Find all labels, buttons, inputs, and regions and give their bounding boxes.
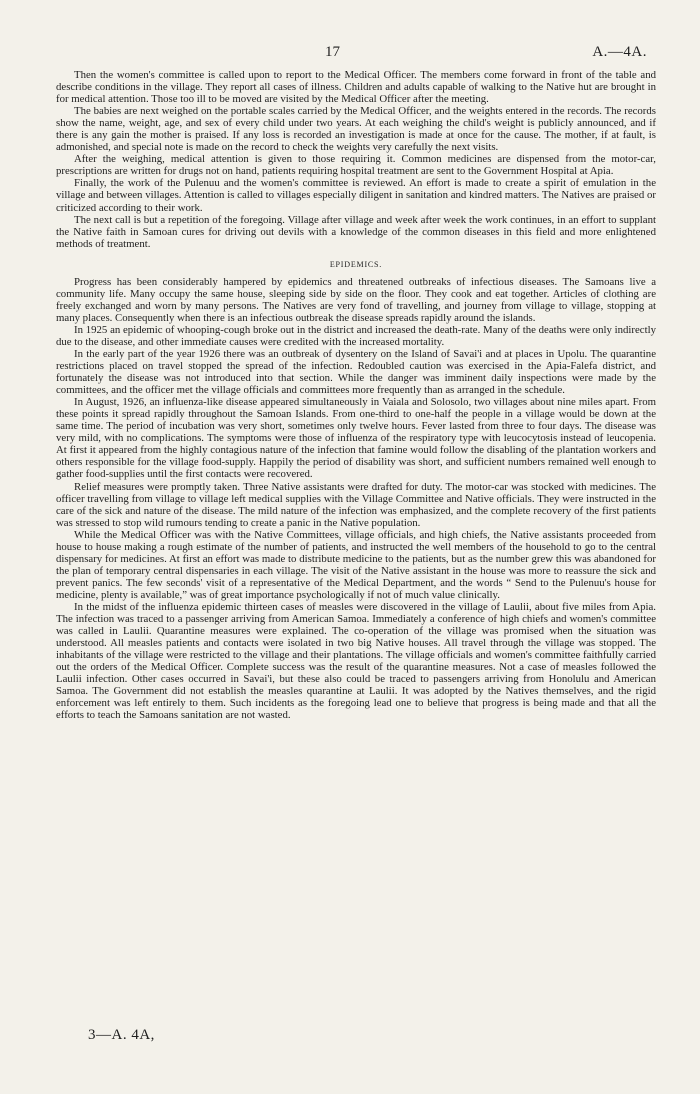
- document-reference: A.—4A.: [592, 44, 647, 60]
- body-text: [56, 69, 656, 721]
- paragraph: Progress has been considerably hampered by epidemics and threatened outbreaks of infectious diseases. The Samoans live a community life. Many occupy the same house, sleeping side by side on the floor. They cook and eat together. Articles of clothing are freely exchanged and worn by many persons. The Natives are very fond of travelling, and journey from village to village, stopping at many places. Consequently when there is an infectious outbreak the disease spreads rapidly around the islands.: [56, 275, 656, 324]
- page-number: 17: [325, 44, 340, 60]
- section-heading: EPIDEMICS.: [329, 259, 383, 269]
- paragraph: In 1925 an epidemic of whooping-cough broke out in the district and increased the death-rate. Many of the deaths were only indirectly due to the disease, and other immediate causes were credited with the increased mortality.: [56, 323, 656, 348]
- paragraph: Then the women's committee is called upon to report to the Medical Officer. The members come forward in front of the table and describe conditions in the village. They report all cases of illness. Children and adults capable of walking to the Native hut are brought in for medical attention. Those too ill to be moved are visited by the Medical Officer after the meeting.: [56, 69, 656, 106]
- paragraph: After the weighing, medical attention is given to those requiring it. Common medicines are dispensed from the motor-car, prescriptions are written for drugs not on hand, patients requiring hospital treatment are sent to the Government Hospital at Apia.: [56, 153, 656, 178]
- paragraph: The next call is but a repetition of the foregoing. Village after village and week after week the work continues, in an effort to supplant the Native faith in Samoan cures for driving out devils with a knowledge of the common diseases in this field and more enlightened methods of treatment.: [56, 213, 656, 250]
- paragraph: Relief measures were promptly taken. Three Native assistants were drafted for duty. The motor-car was stocked with medicines. The officer travelling from village to village left medical supplies with the Village Committee and Native officials. They were instructed in the care of the sick and nature of the disease. The mild nature of the infection was emphasized, and the complete recovery of the first patients was stressed to stop wild rumours tending to create a panic in the Native population.: [56, 480, 656, 529]
- paragraph: While the Medical Officer was with the Native Committees, village officials, and high chiefs, the Native assistants proceeded from house to house making a rough estimate of the number of patients, and instructed the well members of the household to go to the central dispensary for medicines. At first an effort was made to distribute medicine to the patients, but as the number grew this was abandoned for the plan of temporary central dispensaries in each village. The visit of the Native assistant in the house was more to reassure the sick and prevent panics. The few seconds' visit of a representative of the Medical Department, and the words “ Send to the Pulenuu's house for medicine, plenty is available,” was of great importance psychologically if not of much value clinically.: [56, 528, 656, 601]
- paragraph: In the midst of the influenza epidemic thirteen cases of measles were discovered in the village of Laulii, about five miles from Apia. The infection was traced to a passenger arriving from American Samoa. Immediately a conference of high chiefs and women's committee was called in Laulii. Quarantine measures were explained. The co-operation of the village was promised when the situation was understood. All measles patients and contacts were isolated in two big Native houses. All travel through the village was stopped. The inhabitants of the village were restricted to the village and their plantations. The village officials and women's committee faithfully carried out the orders of the Medical Officer. Complete success was the result of the quarantine measures. Not a case of measles followed the Laulii infection. Other cases occurred in Savai'i, but these also could be traced to passengers arriving from Honolulu and American Samoa. The Government did not establish the measles quarantine at Laulii. It was adopted by the Natives themselves, and the rigid enforcement was left entirely to them. Such incidents as the foregoing lead one to believe that progress is being made and that all the efforts to teach the Samoans sanitation are not wasted.: [56, 600, 656, 722]
- paragraph: Finally, the work of the Pulenuu and the women's committee is reviewed. An effort is made to create a spirit of emulation in the village and between villages. Attention is called to villages especially diligent in sanitation and kindred matters. The Natives are praised or criticized according to their work.: [56, 177, 656, 214]
- page-header: [0, 44, 700, 64]
- printer-signature: 3—A. 4A,: [88, 1027, 155, 1043]
- paragraph: The babies are next weighed on the portable scales carried by the Medical Officer, and the weights entered in the records. The records show the name, weight, age, and sex of every child under two years. At each weighing the child's weight is publicly announced, and if there is any gain the mother is praised. If any loss is recorded an investigation is made at once for the cause. The mother, if at fault, is admonished, and special note is made on the record to check the weights very carefully the next visits.: [56, 105, 656, 154]
- paragraph: In August, 1926, an influenza-like disease appeared simultaneously in Vaiala and Solosolo, two villages about nine miles apart. From these points it spread rapidly throughout the Samoan Islands. From one-third to one-half the people in a village would be down at the same time. The period of incubation was very short, sometimes only twelve hours. Fever lasted from three to four days. The disease was very mild, with no complications. The symptoms were those of influenza of the respiratory type with leucocytosis instead of leucopenia. At first it appeared from the highly contagious nature of the infection that famine would follow the disabling of the plantation workers and others responsible for the village food-supply. Happily the period of disability was short, and sufficient numbers remained well enough to gather food-supplies until the first contacts were recovered.: [56, 396, 656, 481]
- paragraph: In the early part of the year 1926 there was an outbreak of dysentery on the Island of Savai'i and at places in Upolu. The quarantine restrictions placed on travel stopped the spread of the infection. Redoubled caution was exercised in the Apia-Falefa district, and fortunately the disease was not introduced into that section. While the danger was imminent daily inspections were made by the committees, and the officer met the village officials and committees more frequently than as arranged in the schedule.: [56, 347, 656, 397]
